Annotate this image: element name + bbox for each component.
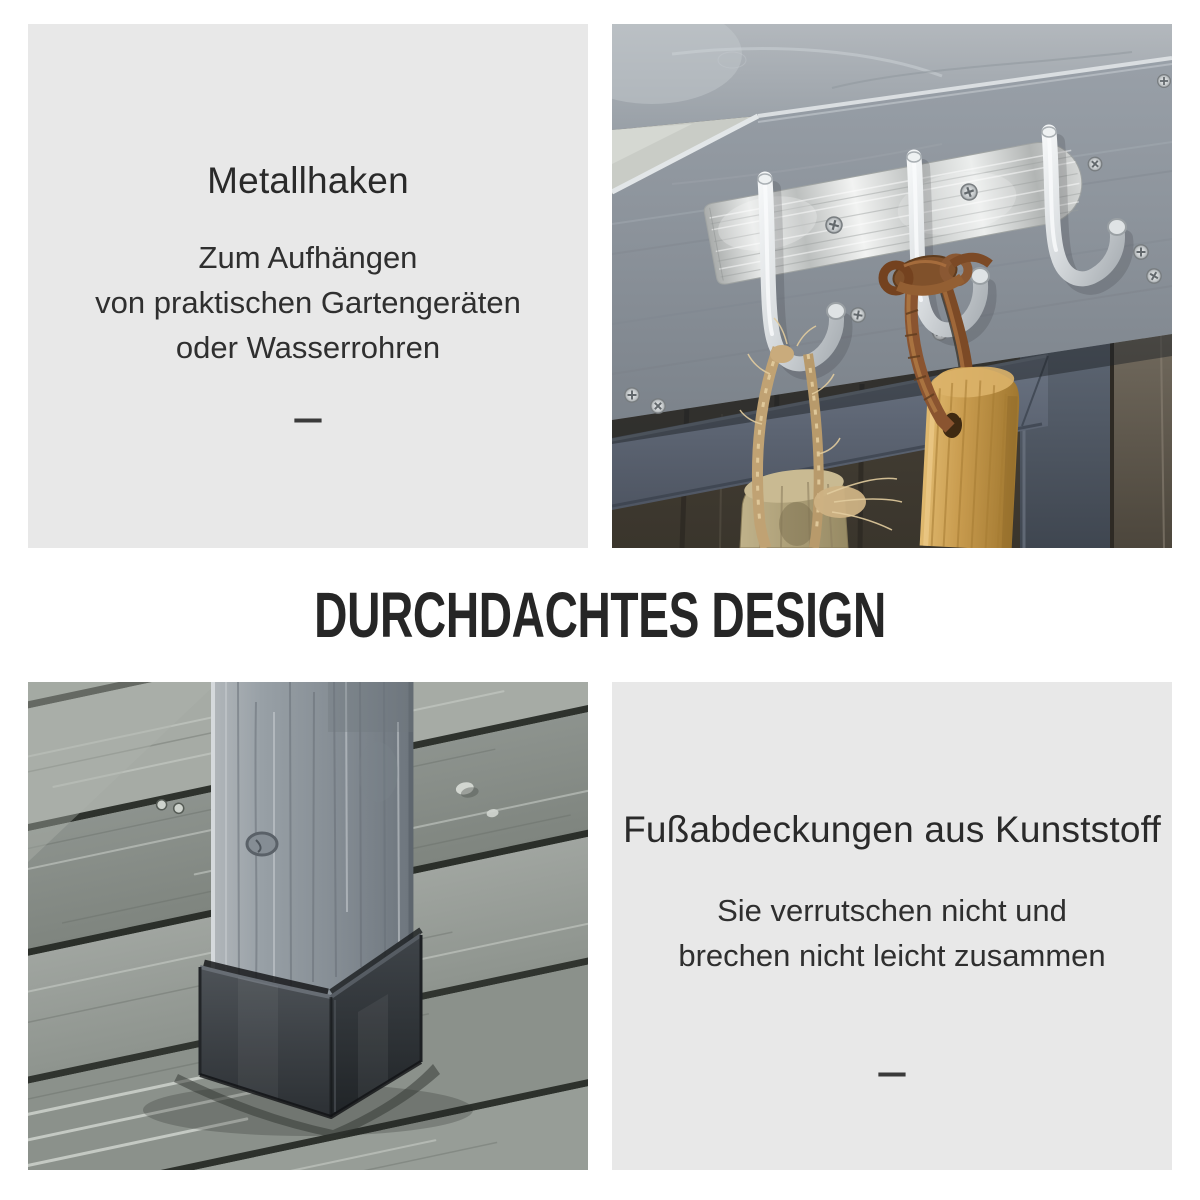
photo-foot-cover	[28, 682, 588, 1170]
feature-panel-foot-covers	[612, 682, 1172, 1170]
metal-hooks-photo-graphic	[612, 24, 1172, 548]
section-title-text: DURCHDACHTES DESIGN	[314, 579, 886, 651]
description-line: Sie verrutschen nicht und	[717, 893, 1067, 928]
description-line: Zum Aufhängen	[198, 240, 418, 275]
wood-handle-gold	[920, 359, 1022, 548]
feature-title-foot-covers: Fußabdeckungen aus Kunststoff	[623, 809, 1161, 850]
foot-cover-photo-graphic	[28, 682, 588, 1170]
description-line: oder Wasserrohren	[175, 330, 441, 365]
feature-title-metal-hooks: Metallhaken	[207, 160, 409, 201]
feature-panel-metal-hooks	[28, 24, 588, 548]
description-line: von praktischen Gartengeräten	[95, 285, 521, 320]
divider-dash: —	[294, 396, 322, 440]
photo-metal-hooks	[612, 24, 1172, 548]
feature-description-foot-covers	[678, 888, 1105, 978]
divider-dash: —	[878, 1050, 906, 1094]
feature-description-metal-hooks	[95, 235, 521, 370]
description-line: brechen nicht leicht zusammen	[678, 938, 1106, 973]
section-title	[0, 548, 1200, 682]
